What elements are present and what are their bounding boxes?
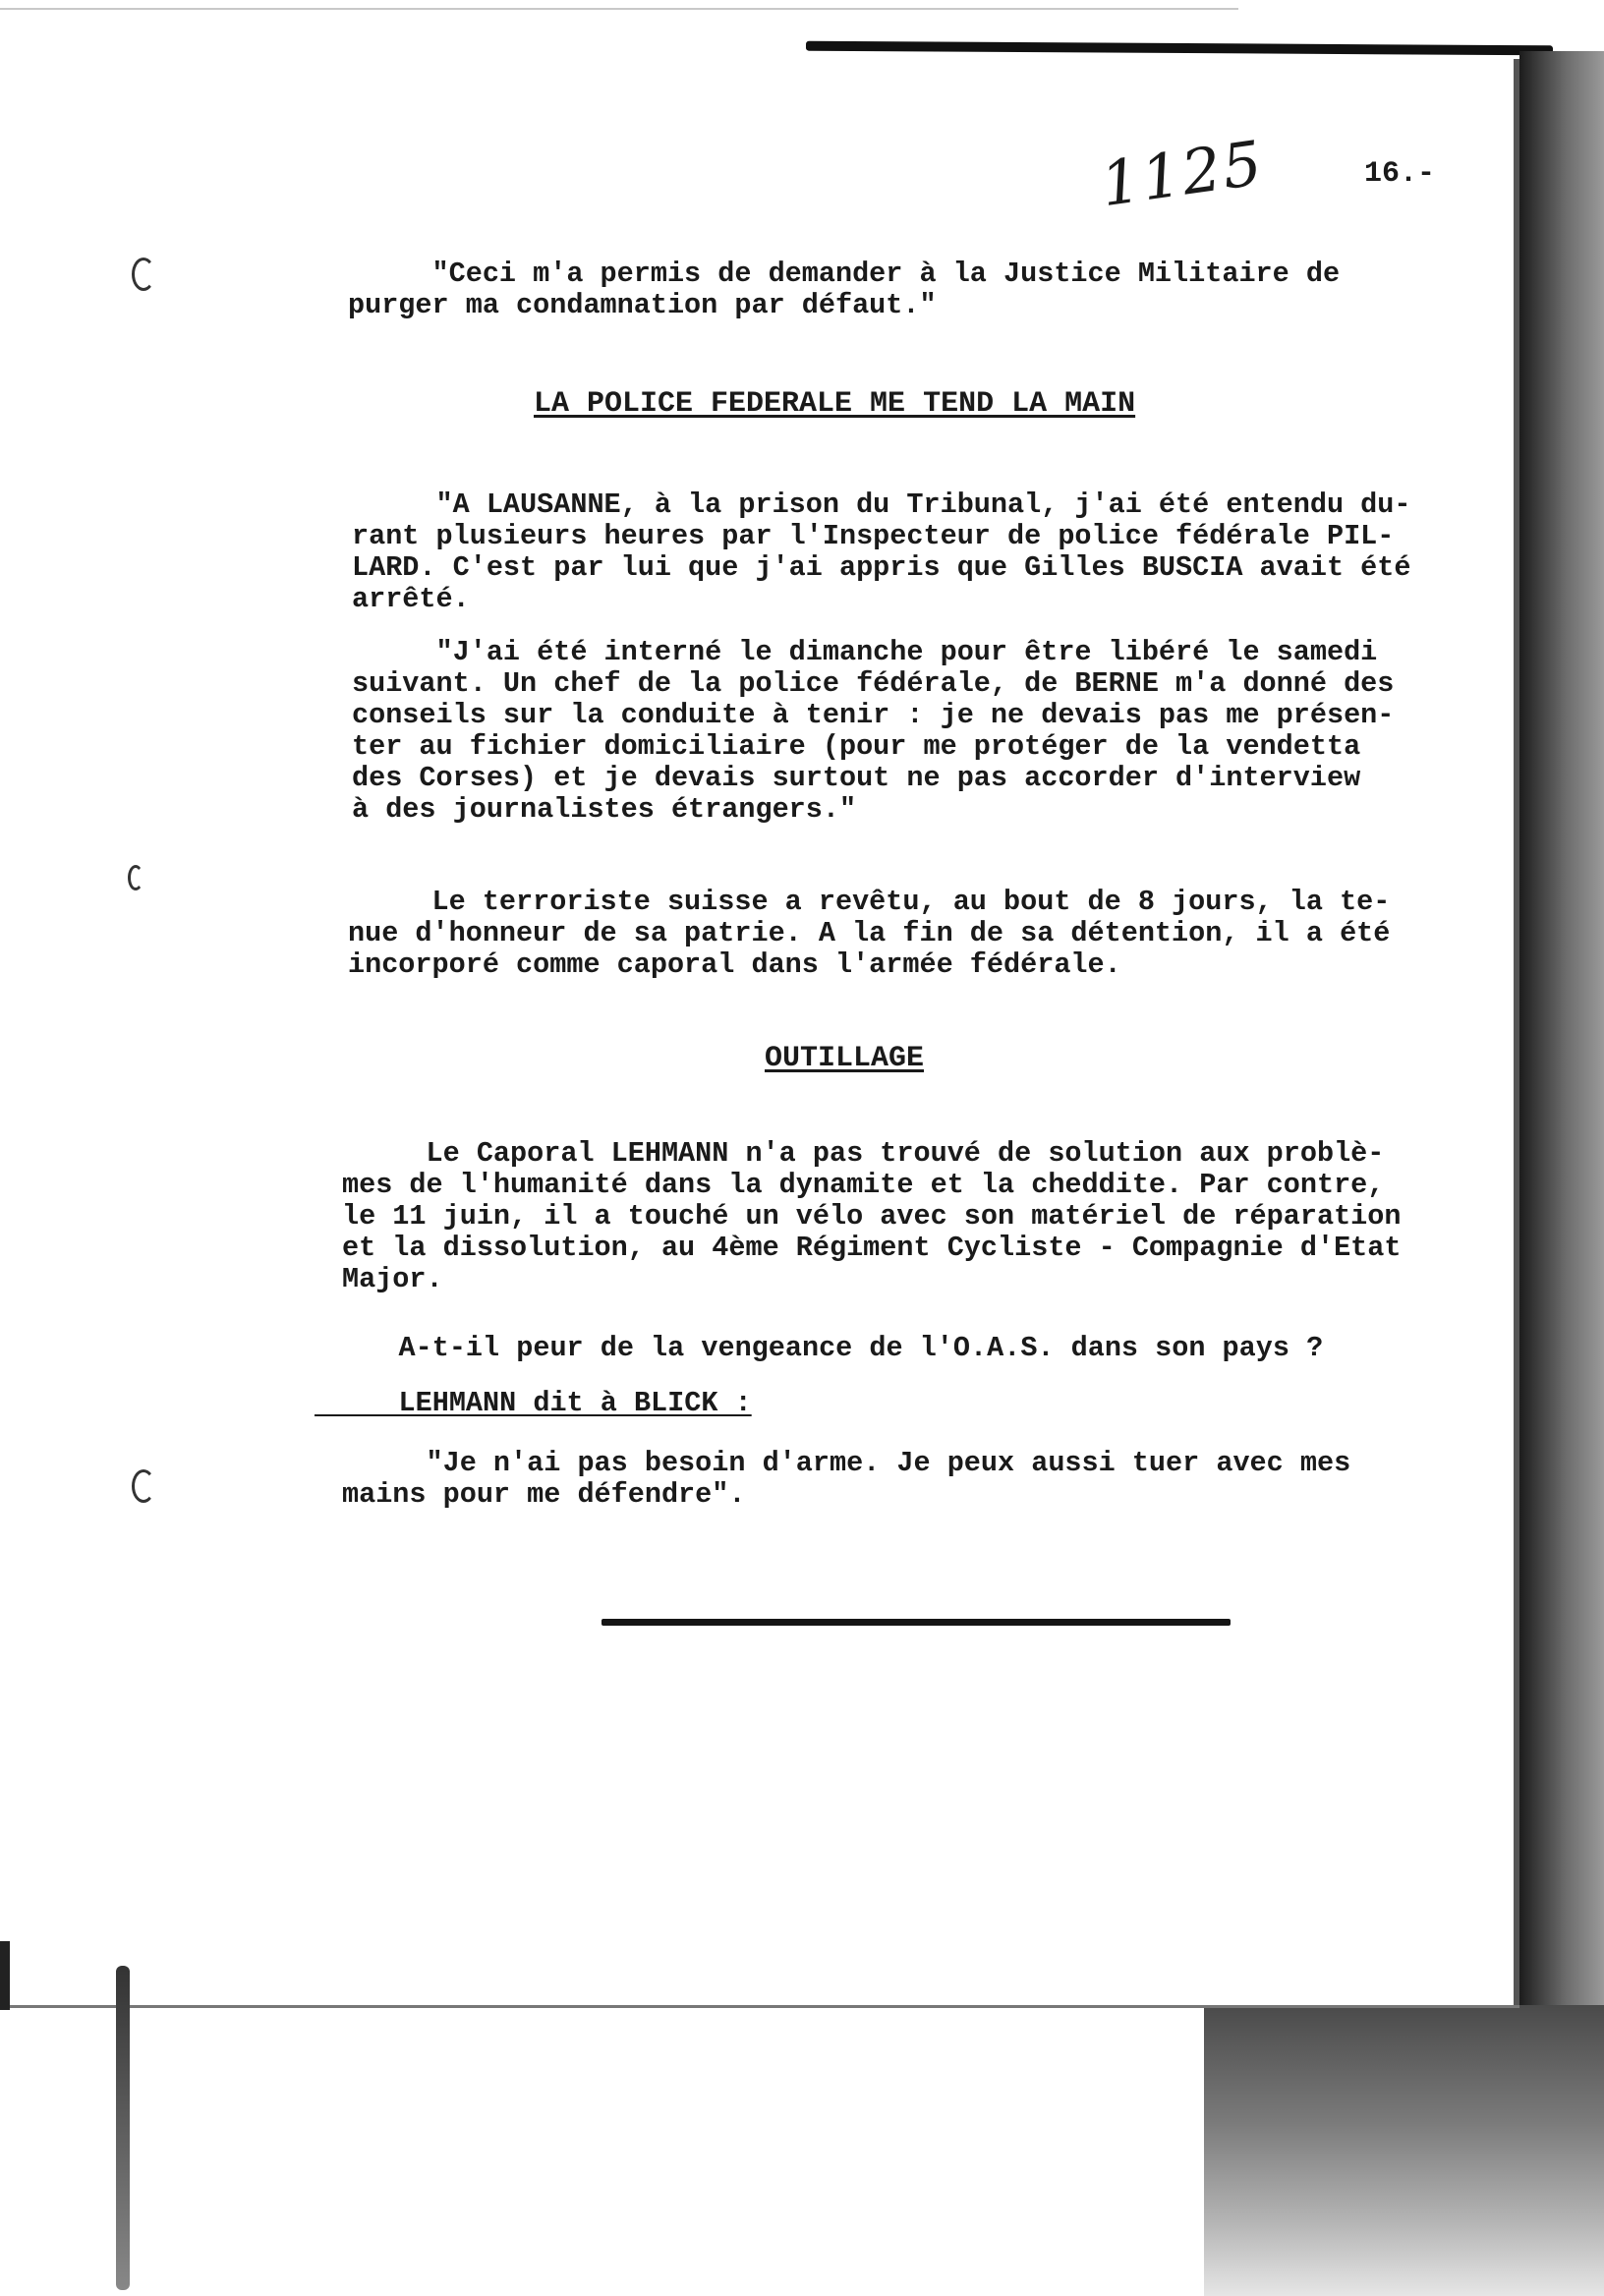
punch-hole-mark [132, 1469, 155, 1503]
scan-top-line [0, 8, 1238, 10]
page-number: 16.- [1364, 157, 1436, 191]
scan-left-mark [0, 1941, 10, 2010]
punch-hole-mark [128, 865, 143, 890]
paragraph: "Ceci m'a permis de demander à la Justice Militaire de purger ma condamnation par défaut." [348, 258, 1341, 321]
paragraph: "Je n'ai pas besoin d'arme. Je peux aussi tuer avec mes mains pour me défendre". [342, 1447, 1351, 1511]
scan-bottom-edge [10, 2005, 1519, 2008]
handwritten-number: 1125 [1096, 126, 1269, 221]
scan-left-binding [116, 1966, 130, 2290]
scan-right-edge-inner [1514, 59, 1519, 2010]
closing-rule [602, 1619, 1231, 1626]
section-heading: LA POLICE FEDERALE ME TEND LA MAIN [534, 387, 1136, 421]
scan-right-edge [1519, 51, 1604, 2007]
scan-top-bar [806, 41, 1553, 56]
paragraph: A-t-il peur de la vengeance de l'O.A.S. dans son pays ? [315, 1332, 1324, 1364]
section-heading: OUTILLAGE [765, 1042, 925, 1075]
scan-bottom-shadow [1204, 2005, 1604, 2296]
punch-hole-mark [132, 258, 155, 291]
paragraph: Le Caporal LEHMANN n'a pas trouvé de solution aux problè- mes de l'humanité dans la dynamite et la cheddite. Par contre, le 11 juin, il a touché un vélo avec son matériel de réparation et la dissolution, au 4ème Régiment Cycliste - Compagnie d'Etat Major. [342, 1137, 1402, 1295]
paragraph: "J'ai été interné le dimanche pour être libéré le samedi suivant. Un chef de la police fédérale, de BERNE m'a donné des conseils sur la conduite à tenir : je ne devais pas me présen- ter au fichier domiciliaire (pour me protéger de la vendetta des Corses) et je devais surtout ne pas accorder d'interview à des journalistes étrangers." [352, 636, 1395, 826]
paragraph: LEHMANN dit à BLICK : [315, 1387, 752, 1419]
paragraph: Le terroriste suisse a revêtu, au bout de 8 jours, la te- nue d'honneur de sa patrie. A la fin de sa détention, il a été incorporé comme caporal dans l'armée fédérale. [348, 886, 1391, 981]
paragraph: "A LAUSANNE, à la prison du Tribunal, j'ai été entendu du- rant plusieurs heures par l'Inspecteur de police fédérale PIL- LARD. C'est par lui que j'ai appris que Gilles BUSCIA avait été arrêté. [352, 488, 1411, 615]
